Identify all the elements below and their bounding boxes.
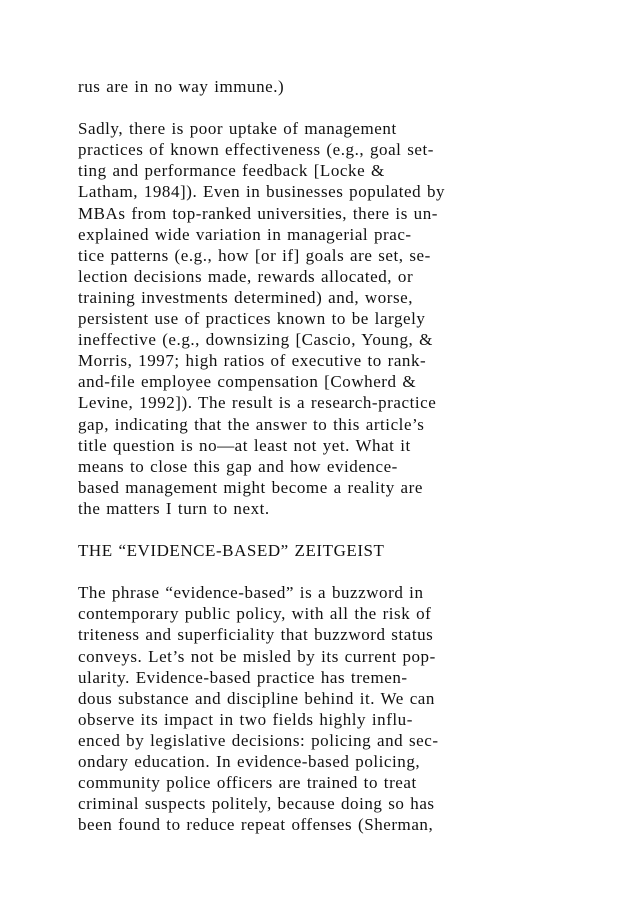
text-line: observe its impact in two fields highly influ-: [78, 709, 413, 729]
text-line: training investments determined) and, worse,: [78, 287, 414, 307]
paragraph-research-practice-gap: [78, 118, 598, 519]
text-line: Sadly, there is poor uptake of management: [78, 119, 397, 139]
text-line: persistent use of practices known to be largely: [78, 309, 426, 329]
text-line: tice patterns (e.g., how [or if] goals are set, se-: [78, 245, 431, 265]
text-line: and-file employee compensation [Cowherd &: [78, 372, 417, 392]
paragraph-gap: [78, 97, 598, 118]
text-line: Latham, 1984]). Even in businesses populated by: [78, 182, 446, 202]
text-line: title question is no—at least not yet. What it: [78, 435, 411, 455]
paragraph-gap: [78, 561, 598, 582]
text-line: the matters I turn to next.: [78, 498, 270, 518]
text-line: triteness and superficiality that buzzword status: [78, 625, 434, 645]
text-line: conveys. Let’s not be misled by its current pop-: [78, 646, 436, 666]
text-line: based management might become a reality are: [78, 477, 423, 497]
text-line: ularity. Evidence-based practice has tremen-: [78, 667, 408, 687]
text-line: Levine, 1992]). The result is a research-practice: [78, 393, 437, 413]
text-line: means to close this gap and how evidence-: [78, 456, 398, 476]
text-line: community police officers are trained to treat: [78, 773, 417, 793]
text-line: dous substance and discipline behind it. We can: [78, 688, 435, 708]
text-line: been found to reduce repeat offenses (Sherman,: [78, 815, 434, 835]
text-line: gap, indicating that the answer to this article’s: [78, 414, 425, 434]
text-line: contemporary public policy, with all the risk of: [78, 604, 432, 624]
body-text: [78, 76, 598, 835]
text-line: lection decisions made, rewards allocated, or: [78, 266, 414, 286]
text-line: ting and performance feedback [Locke &: [78, 161, 385, 181]
text-line: MBAs from top-ranked universities, there is un-: [78, 203, 438, 223]
text-line: practices of known effectiveness (e.g., goal set-: [78, 140, 434, 160]
text-line: ondary education. In evidence-based policing,: [78, 752, 421, 771]
paragraph-evidence-based-zeitgeist: [78, 582, 598, 835]
opening-fragment: rus are in no way immune.): [78, 77, 285, 96]
text-line: criminal suspects politely, because doing so has: [78, 794, 435, 814]
section-heading: THE “EVIDENCE-BASED” ZEITGEIST: [78, 541, 385, 561]
text-line: Morris, 1997; high ratios of executive to rank-: [78, 351, 427, 371]
paragraph-gap: [78, 519, 598, 540]
text-line: explained wide variation in managerial prac-: [78, 224, 412, 244]
text-line: ineffective (e.g., downsizing [Cascio, Young, &: [78, 330, 433, 350]
text-line: enced by legislative decisions: policing and sec-: [78, 730, 439, 750]
text-line: The phrase “evidence-based” is a buzzword in: [78, 583, 424, 603]
